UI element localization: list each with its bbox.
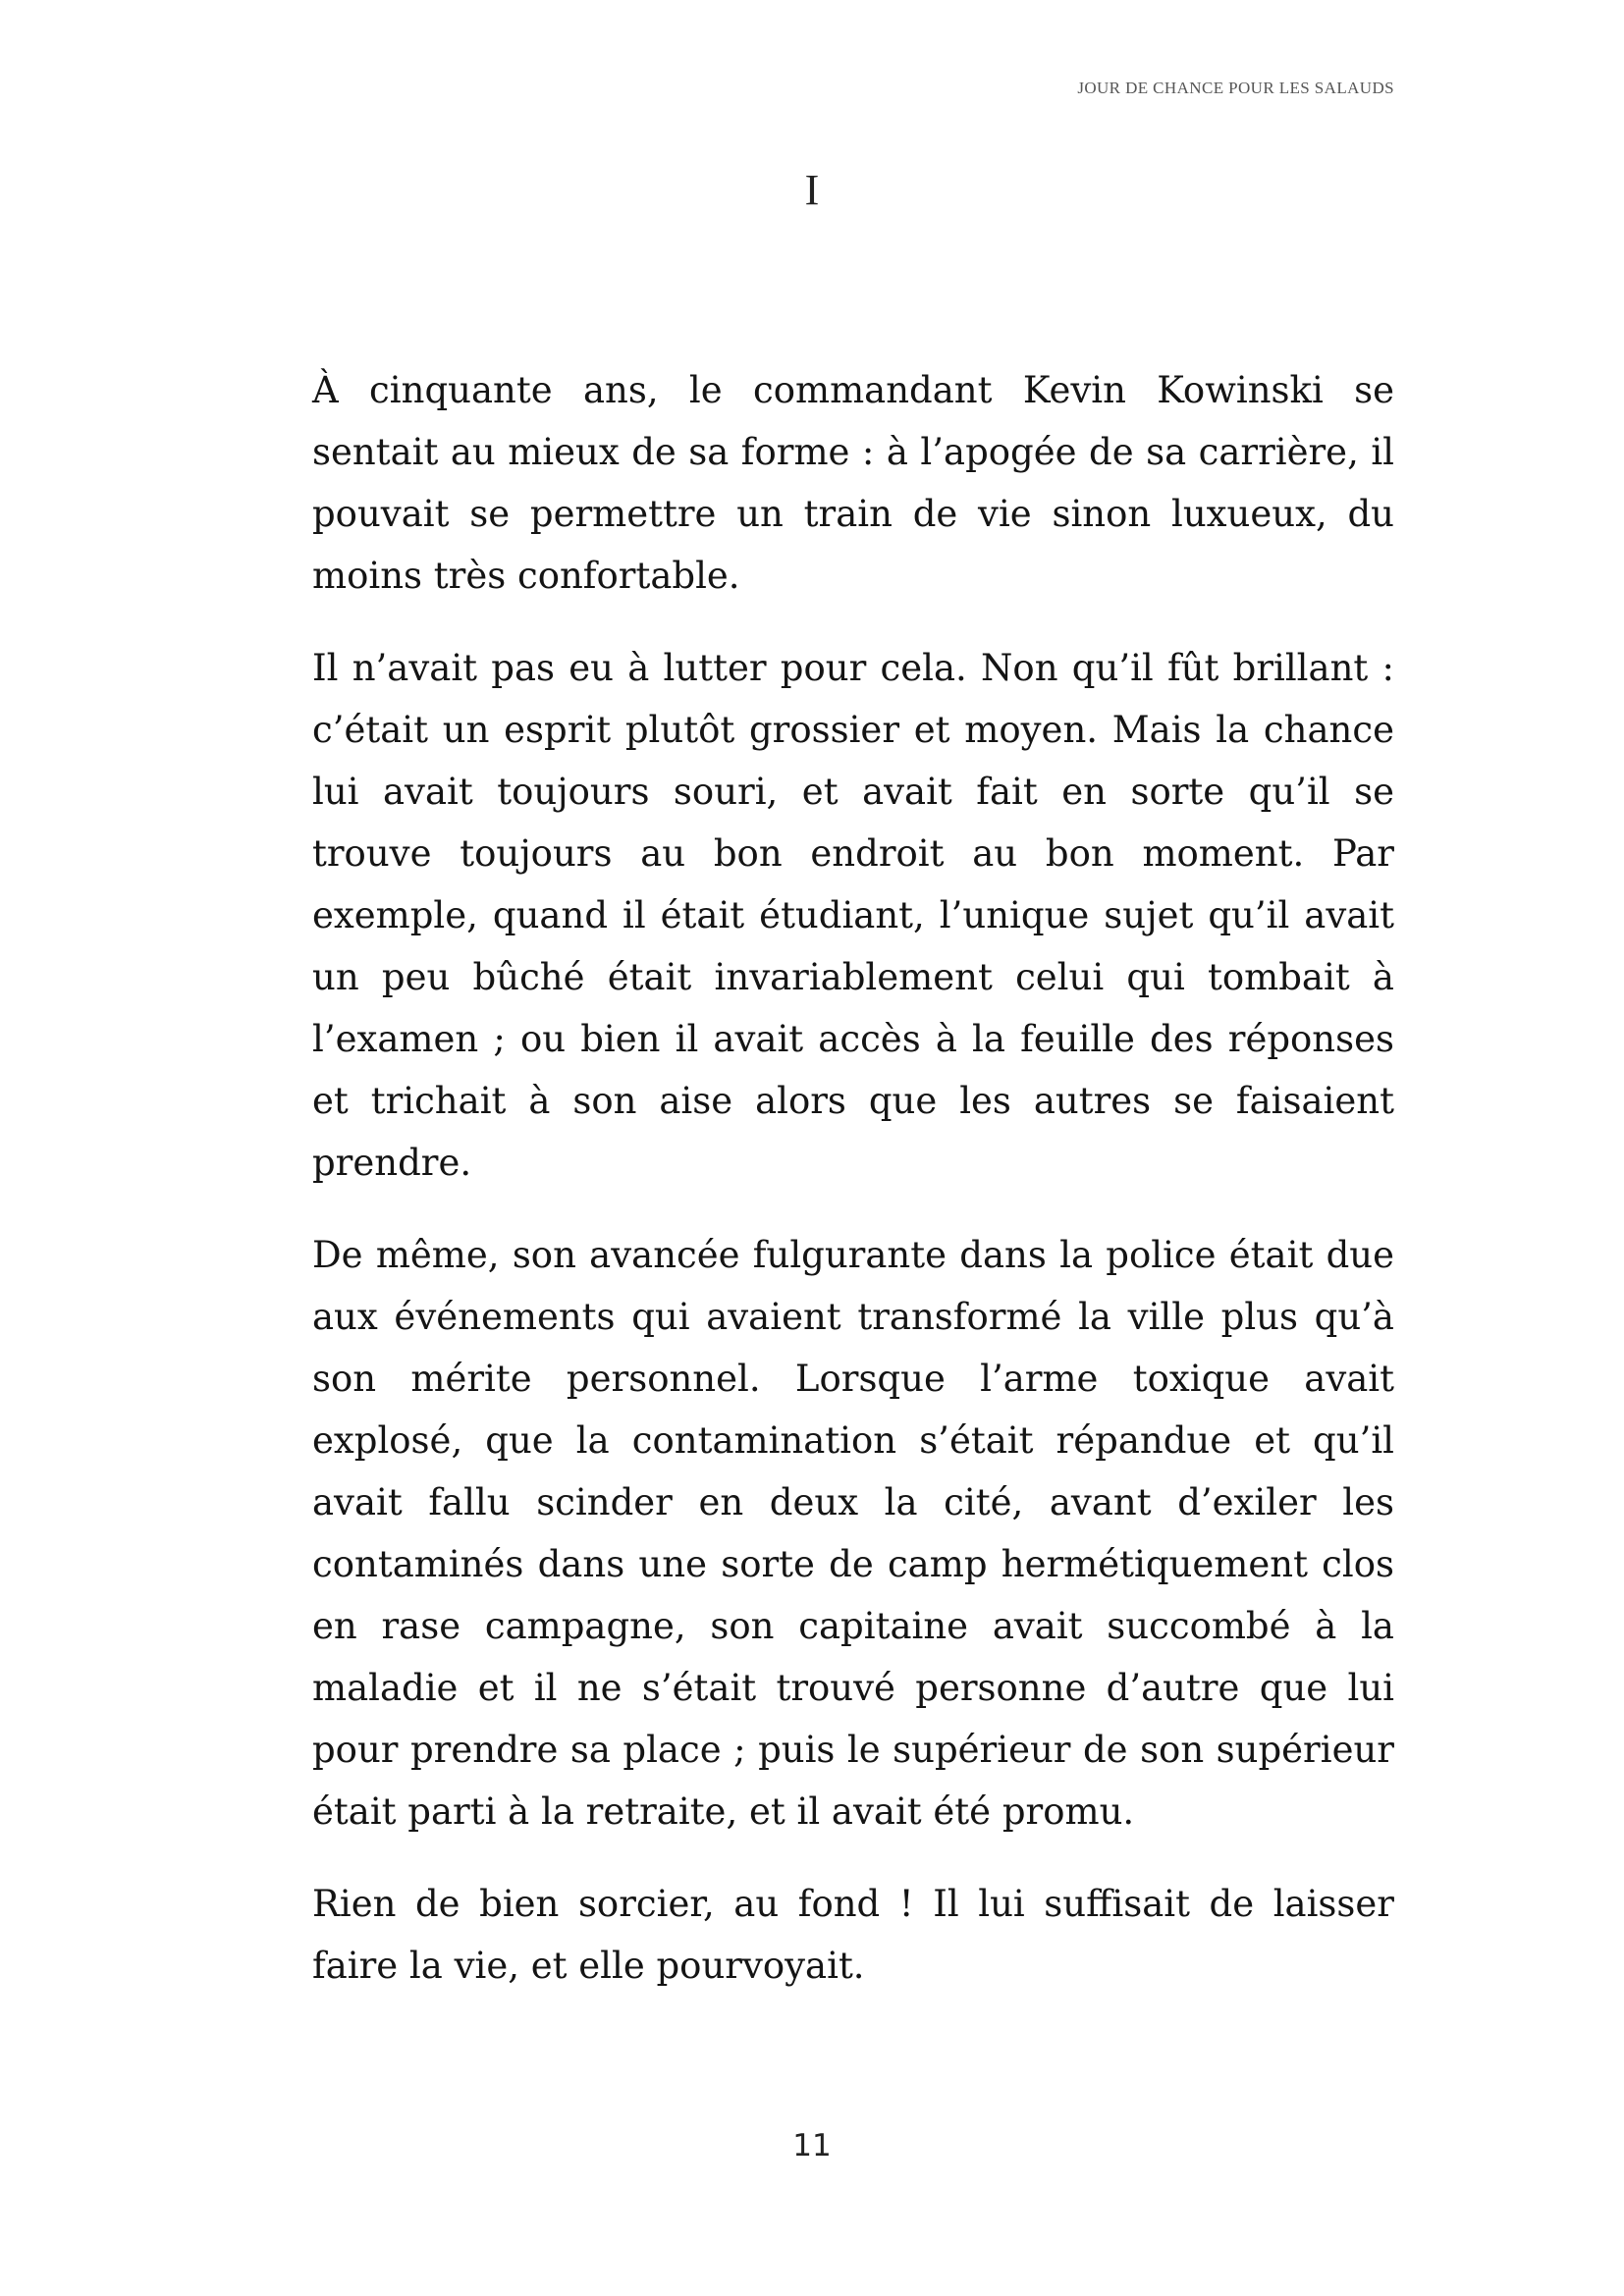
page-number: 11 (792, 2128, 832, 2163)
paragraph: Il n’avait pas eu à lutter pour cela. Non qu’il fût brillant : c’était un esprit plutôt grossier et moyen. Mais la chance lui avait toujours souri, et avait fait en sorte qu’il se trouve toujours au bon endroit au bon moment. Par exemple, quand il était étudiant, l’unique sujet qu’il avait un peu bûché était invariablement celui qui tombait à l’examen ; ou bien il avait accès à la feuille des réponses et trichait à son aise alors que les autres se faisaient prendre. (312, 647, 1394, 1184)
paragraph: Rien de bien sorcier, au fond ! Il lui suffisait de laisser faire la vie, et elle pourvoyait. (312, 1883, 1394, 1987)
paragraph: De même, son avancée fulgurante dans la police était due aux événements qui avaient transformé la ville plus qu’à son mérite personnel. Lorsque l’arme toxique avait explosé, que la contamination s’était répandue et qu’il avait fallu scinder en deux la cité, avant d’exiler les contaminés dans une sorte de camp hermétiquement clos en rase campagne, son capitaine avait succombé à la maladie et il ne s’était trouvé personne d’autre que lui pour prendre sa place ; puis le supérieur de son supérieur était parti à la retraite, et il avait été promu. (312, 1234, 1394, 1833)
body-text (312, 359, 1394, 2027)
running-header: JOUR DE CHANCE POUR LES SALAUDS (1077, 79, 1394, 97)
chapter-number: I (804, 166, 820, 214)
paragraph: À cinquante ans, le commandant Kevin Kowinski se sentait au mieux de sa forme : à l’apogée de sa carrière, il pouvait se permettre un train de vie sinon luxueux, du moins très confortable. (312, 369, 1394, 597)
